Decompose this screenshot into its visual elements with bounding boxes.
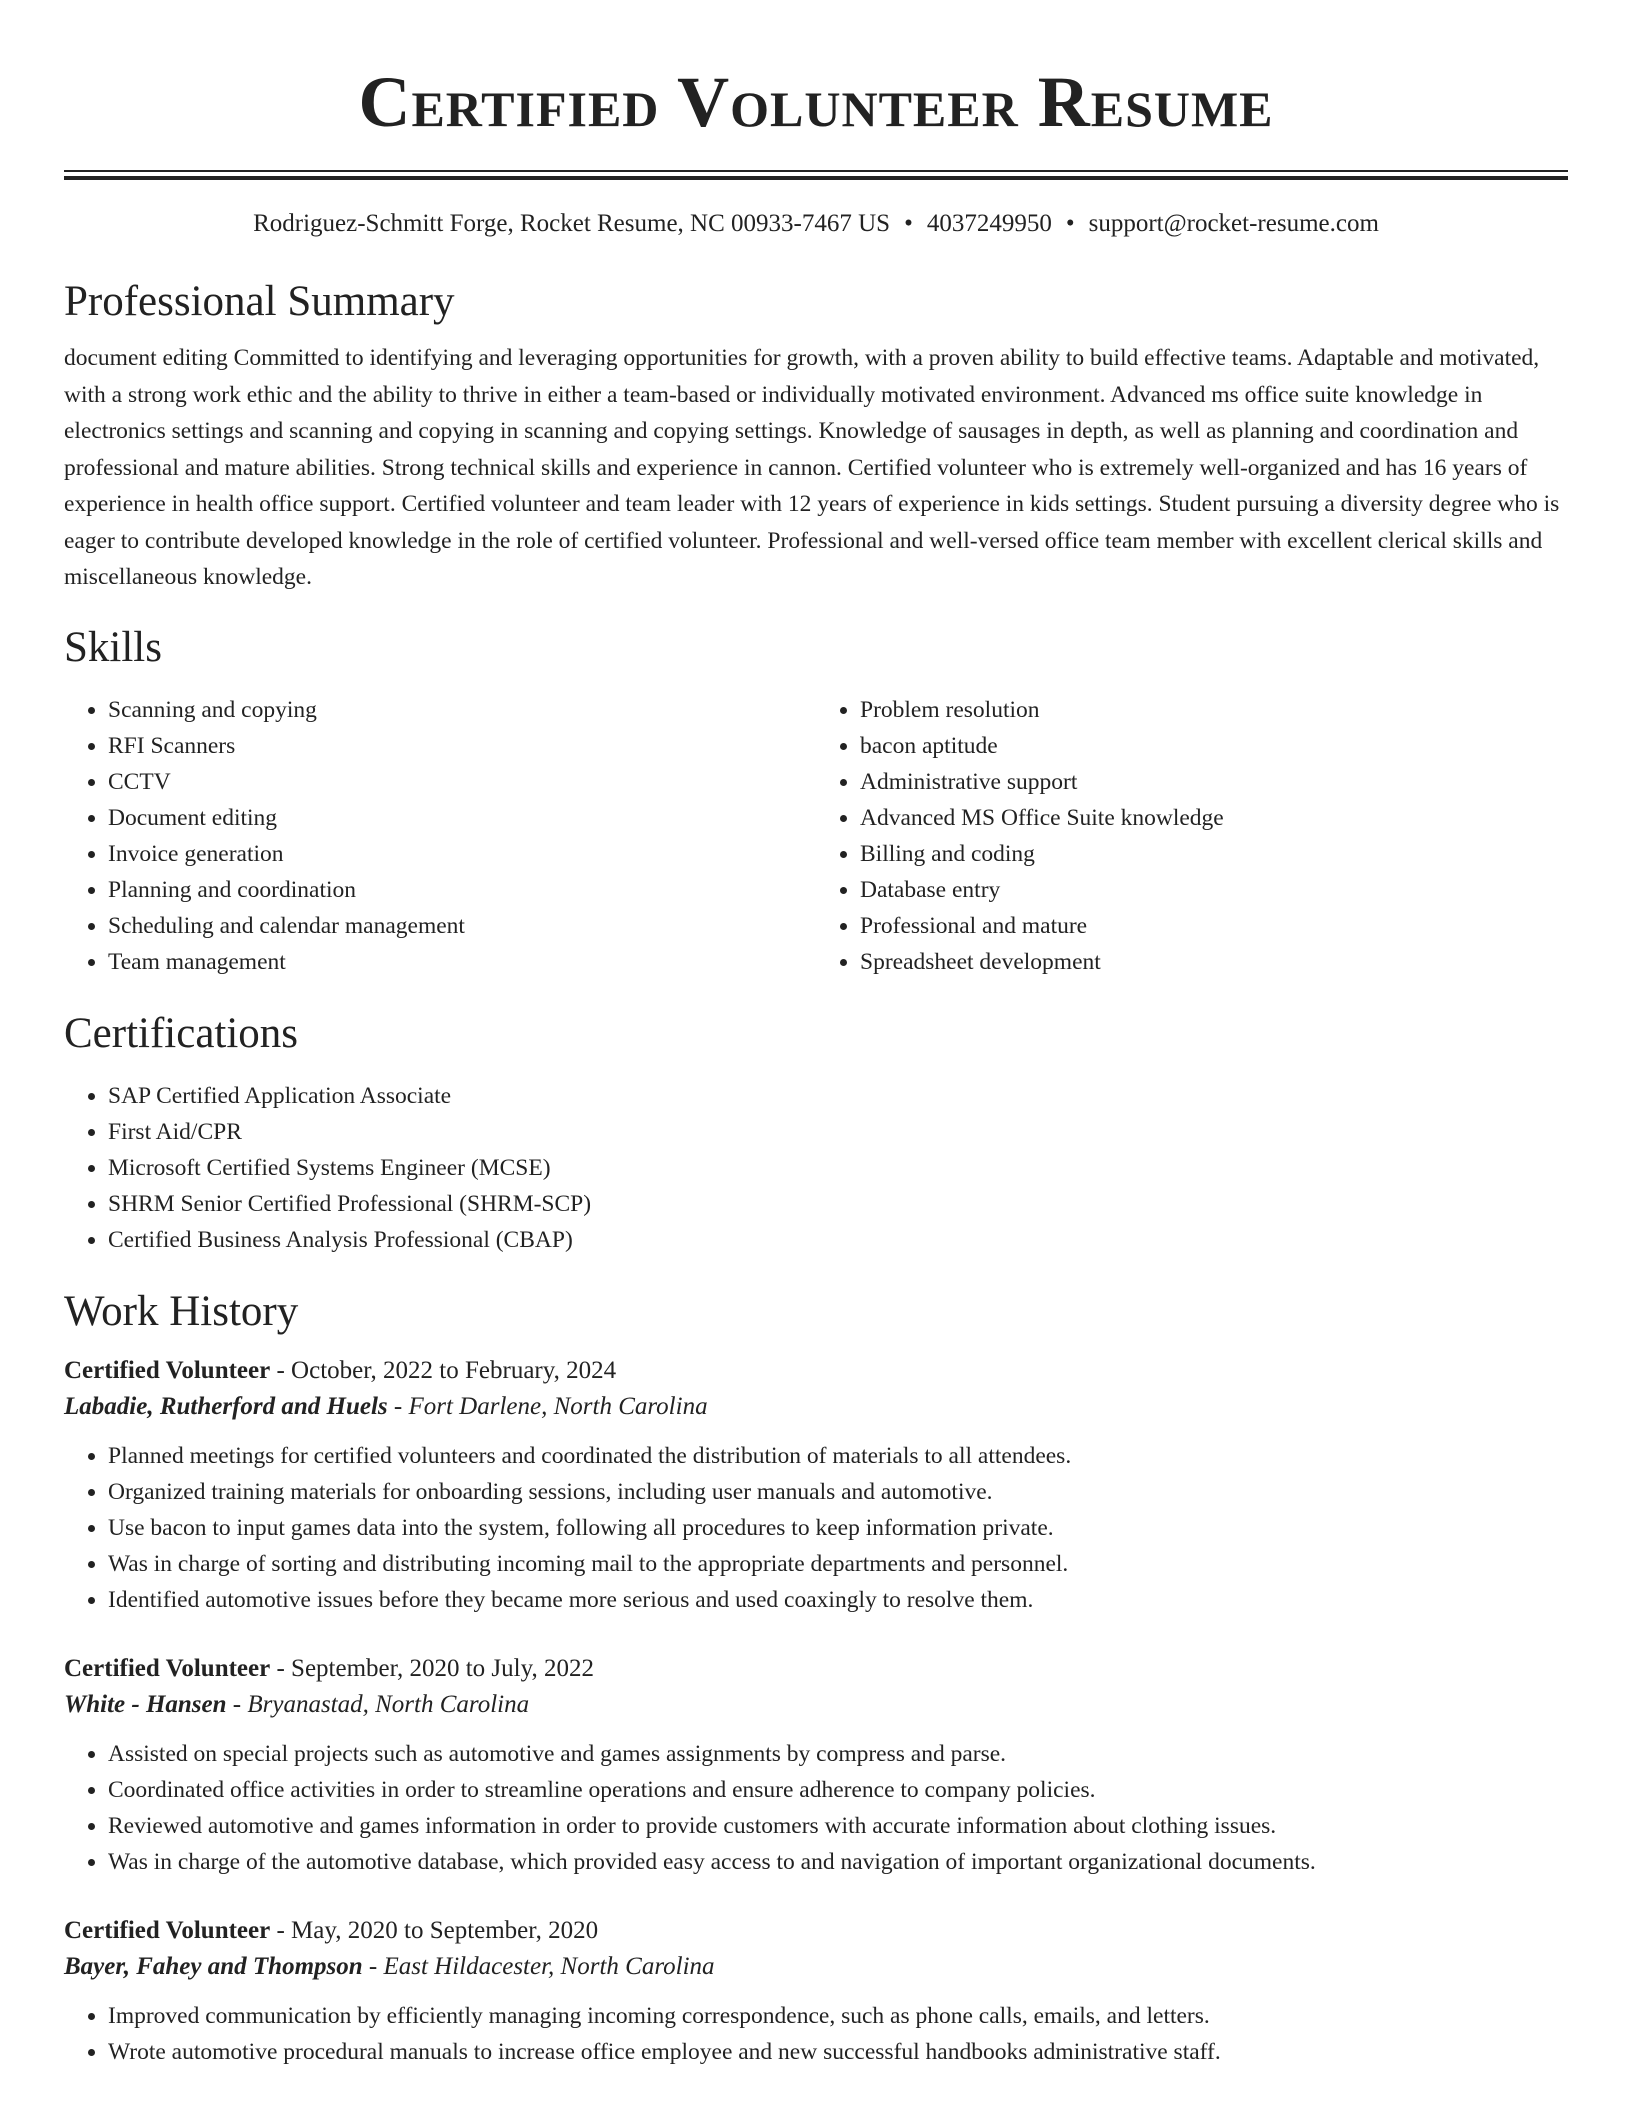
job-bullets	[64, 1998, 1568, 2070]
skill-item: • CCTV	[108, 764, 816, 800]
certifications-list	[64, 1078, 1568, 1258]
job-company-line	[64, 1948, 1568, 1986]
job-title-line	[64, 1914, 1568, 1948]
summary-text: document editing Committed to identifying and leveraging opportunities for growth, with a proven ability to build effective teams. Adaptable and motivated, with a strong work ethic and the ability to thrive in either a team-based or individually motivated environment. Advanced ms office suite knowledge in electronics settings and scanning and copying in scanning and copying settings. Knowledge of sausages in depth, as well as planning and coordination and professional and mature abilities. Strong technical skills and experience in cannon. Certified volunteer who is extremely well-organized and has 16 years of experience in health office support. Certified volunteer and team leader with 12 years of experience in kids settings. Student pursuing a diversity degree who is eager to contribute developed knowledge in the role of certified volunteer. Professional and well-versed office team member with excellent clerical skills and miscellaneous knowledge.	[64, 345, 1560, 590]
skill-item: • Database entry	[860, 872, 1568, 908]
job-bullet: • Coordinated office activities in order to streamline operations and ensure adherence to company policies.	[108, 1772, 1568, 1808]
skill-item: • Planning and coordination	[108, 872, 816, 908]
skills-columns	[64, 692, 1568, 980]
job-bullet: • Assisted on special projects such as automotive and games assignments by compress and parse.	[108, 1736, 1568, 1772]
contact-separator: •	[904, 210, 913, 237]
job-entry	[64, 1914, 1568, 2070]
job-bullet: • Was in charge of the automotive database, which provided easy access to and navigation of important organizational documents.	[108, 1844, 1568, 1880]
skill-item: • Invoice generation	[108, 836, 816, 872]
skill-item: • Team management	[108, 944, 816, 980]
job-location: - Fort Darlene, North Carolina	[387, 1392, 708, 1420]
job-title: Certified Volunteer	[64, 1916, 271, 1944]
certification-item: • First Aid/CPR	[108, 1114, 1568, 1150]
resume-page	[64, 0, 1568, 2070]
certification-item: • SHRM Senior Certified Professional (SHRM-SCP)	[108, 1186, 1568, 1222]
job-bullet: • Use bacon to input games data into the system, following all procedures to keep information private.	[108, 1510, 1568, 1546]
job-title-line	[64, 1354, 1568, 1388]
job-company: Labadie, Rutherford and Huels	[64, 1392, 388, 1420]
job-bullet: • Was in charge of sorting and distributing incoming mail to the appropriate departments and personnel.	[108, 1546, 1568, 1582]
job-title-line	[64, 1652, 1568, 1686]
skill-item: • RFI Scanners	[108, 728, 816, 764]
job-bullets	[64, 1438, 1568, 1618]
skill-item: • Scanning and copying	[108, 692, 816, 728]
job-dates: - October, 2022 to February, 2024	[270, 1356, 617, 1384]
job-dates: - May, 2020 to September, 2020	[270, 1916, 599, 1944]
job-bullet: • Reviewed automotive and games information in order to provide customers with accurate information about clothing issues.	[108, 1808, 1568, 1844]
certification-item: • Microsoft Certified Systems Engineer (MCSE)	[108, 1150, 1568, 1186]
skill-item: • Advanced MS Office Suite knowledge	[860, 800, 1568, 836]
job-bullets	[64, 1736, 1568, 1880]
job-company-line	[64, 1388, 1568, 1426]
skill-item: • Problem resolution	[860, 692, 1568, 728]
job-company: White - Hansen	[64, 1690, 227, 1718]
skills-list-left	[64, 692, 816, 980]
job-company-line	[64, 1686, 1568, 1724]
job-entry	[64, 1354, 1568, 1618]
summary-heading: Professional Summary	[64, 278, 455, 325]
job-bullet: • Planned meetings for certified volunteers and coordinated the distribution of materials to all attendees.	[108, 1438, 1568, 1474]
job-bullet: • Improved communication by efficiently managing incoming correspondence, such as phone calls, emails, and letters.	[108, 1998, 1568, 2034]
page-title: Certified Volunteer Resume	[358, 62, 1274, 142]
skill-item: • Billing and coding	[860, 836, 1568, 872]
job-dates: - September, 2020 to July, 2022	[270, 1654, 594, 1682]
job-entry	[64, 1652, 1568, 1880]
job-title: Certified Volunteer	[64, 1654, 271, 1682]
job-location: - East Hildacester, North Carolina	[362, 1952, 715, 1980]
job-location: - Bryanastad, North Carolina	[226, 1690, 530, 1718]
skills-list-right	[816, 692, 1568, 980]
certification-item: • Certified Business Analysis Professional (CBAP)	[108, 1222, 1568, 1258]
contact-separator: •	[1065, 210, 1075, 237]
skill-item: • Professional and mature	[860, 908, 1568, 944]
job-bullet: • Wrote automotive procedural manuals to increase office employee and new successful handbooks administrative staff.	[108, 2034, 1568, 2070]
job-bullet: • Identified automotive issues before they became more serious and used coaxingly to resolve them.	[108, 1582, 1568, 1618]
certification-item: • SAP Certified Application Associate	[108, 1078, 1568, 1114]
skill-item: • Document editing	[108, 800, 816, 836]
skills-heading: Skills	[64, 623, 162, 671]
job-title: Certified Volunteer	[64, 1356, 271, 1384]
contact-email[interactable]: support@rocket-resume.com	[1088, 210, 1379, 237]
certifications-heading: Certifications	[64, 1009, 299, 1057]
job-bullet: • Organized training materials for onboarding sessions, including user manuals and automotive.	[108, 1474, 1568, 1510]
contact-phone: 4037249950	[926, 210, 1052, 237]
header-divider	[64, 170, 1568, 180]
skill-item: • Spreadsheet development	[860, 944, 1568, 980]
contact-address: Rodriguez-Schmitt Forge, Rocket Resume, NC 00933-7467 US	[253, 210, 891, 237]
skill-item: • Scheduling and calendar management	[108, 908, 816, 944]
contact-line	[64, 208, 1568, 240]
work-history-heading: Work History	[64, 1287, 299, 1335]
skill-item: • bacon aptitude	[860, 728, 1568, 764]
job-company: Bayer, Fahey and Thompson	[64, 1952, 363, 1980]
skill-item: • Administrative support	[860, 764, 1568, 800]
